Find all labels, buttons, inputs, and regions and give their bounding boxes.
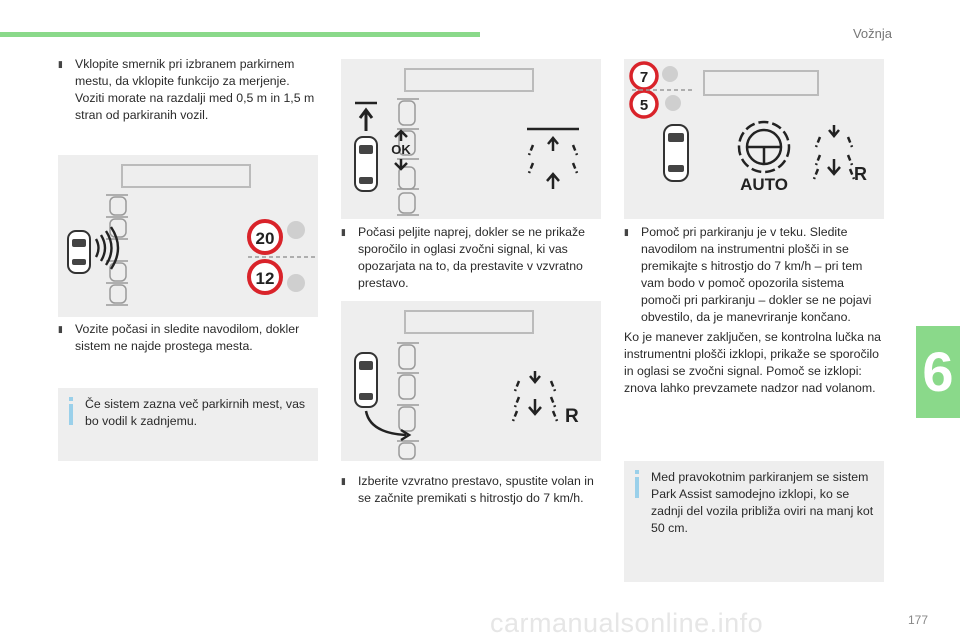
col3-figure-auto — [624, 59, 884, 219]
col1-bullet-1-text: Vklopite smernik pri izbranem parkirnem mestu, da vklopite funkcijo za merjenje. Voziti morate na razdalji med 0,5 m in 1,5 m stran od parkiranih vozil. — [75, 57, 315, 122]
info-icon — [66, 397, 76, 425]
chapter-tab: 6 — [916, 326, 960, 418]
reverse-path-arrow-icon — [366, 411, 406, 435]
col1-info-note-text: Če sistem zazna več parkirnih mest, vas bo vodil k zadnjemu. — [85, 397, 306, 428]
col1-bullet-2 — [58, 321, 320, 355]
col1-info-note — [58, 388, 318, 461]
bullet-marker-icon: ▮ — [341, 476, 346, 486]
col3-info-note-text: Med pravokotnim parkiranjem se sistem Park Assist samodejno izklopi, ko se zadnji del vozila približa oviri na manj kot 50 cm. — [651, 470, 874, 535]
bullet-marker-icon: ▮ — [58, 324, 63, 334]
display-panel-shape — [405, 69, 533, 91]
col3-paragraph: Ko je manever zaključen, se kontrolna lučka na instrumentni plošči izklopi, prikaže se sporočilo in oglasi se zvočni signal. Pomoč se izklopi: znova lahko prevzamete nadzor nad volanom. — [624, 330, 882, 395]
speed-sign-icon — [631, 63, 657, 89]
col2-bullet-1-text: Počasi peljite naprej, dokler se ne prikaže sporočilo in oglasi zvočni signal, ki vas opozarjata na to, da prestavite v vzvratno prestavo. — [358, 225, 585, 290]
watermark: carmanualsonline.info — [490, 608, 764, 638]
reverse-gear-illustration — [341, 301, 601, 461]
car-top-view-icon — [355, 353, 377, 407]
steering-wheel-icon — [739, 122, 789, 172]
reverse-r-label: R — [854, 164, 867, 184]
col3-bullet-1-text: Pomoč pri parkiranju je v teku. Sledite navodilom na instrumentni plošči in se premikajte s hitrostjo do 7 km/h – pri tem vam bodo v pomoč opozorila sistema pomoči pri parkiranju – dokler se ne pojavi obvestilo, da je manevriranje končano. — [641, 225, 872, 324]
bullet-marker-icon: ▮ — [624, 227, 629, 237]
reverse-guidance-icon — [513, 371, 557, 421]
ok-label: OK — [391, 142, 411, 157]
display-panel-shape — [704, 71, 818, 95]
speed-sign-icon — [249, 261, 281, 293]
display-panel-shape — [405, 311, 533, 333]
drive-forward-illustration — [341, 59, 601, 219]
auto-steering-illustration — [624, 59, 884, 219]
col1-bullet-2-text: Vozite počasi in sledite navodilom, dokler sistem ne najde prostega mesta. — [75, 322, 300, 353]
car-top-view-icon — [68, 231, 90, 273]
speed-sign-upper-value: 7 — [639, 69, 649, 86]
col1-bullet-1 — [58, 56, 320, 124]
auto-label: AUTO — [740, 175, 788, 194]
col2-bullet-1 — [341, 224, 603, 292]
speed-sign-lower-value: 5 — [639, 97, 649, 114]
reverse-r-label: R — [565, 406, 579, 427]
col1-figure-measuring — [58, 155, 318, 317]
speed-sign-lower-value: 12 — [255, 269, 275, 288]
parked-cars-row — [397, 99, 419, 215]
forward-guidance-icon — [527, 129, 579, 189]
parked-cars-row — [397, 343, 419, 459]
info-icon — [632, 470, 642, 498]
col2-bullet-2 — [341, 473, 603, 507]
reverse-guidance-icon — [814, 125, 854, 179]
header-accent-bar — [0, 32, 480, 37]
section-title: Vožnja — [852, 26, 892, 41]
col2-bullet-2-text: Izberite vzvratno prestavo, spustite volan in se začnite premikati s hitrostjo do 7 km/h. — [358, 474, 594, 505]
arrow-up-icon — [360, 110, 372, 131]
display-panel-shape — [122, 165, 250, 187]
speed-sign-upper-value: 20 — [255, 229, 275, 248]
col3-bullet-1 — [624, 224, 886, 326]
parking-measure-illustration — [58, 155, 318, 317]
car-top-view-icon — [664, 125, 688, 181]
col2-figure-reverse — [341, 301, 601, 461]
sensor-waves-icon — [96, 227, 118, 269]
speed-sign-icon — [631, 91, 657, 117]
col3-info-note — [624, 461, 884, 582]
bullet-marker-icon: ▮ — [341, 227, 346, 237]
bullet-marker-icon: ▮ — [58, 59, 63, 69]
speed-sign-icon — [249, 221, 281, 253]
col2-figure-forward — [341, 59, 601, 219]
page-number: 177 — [907, 613, 928, 627]
car-top-view-icon — [355, 137, 377, 191]
